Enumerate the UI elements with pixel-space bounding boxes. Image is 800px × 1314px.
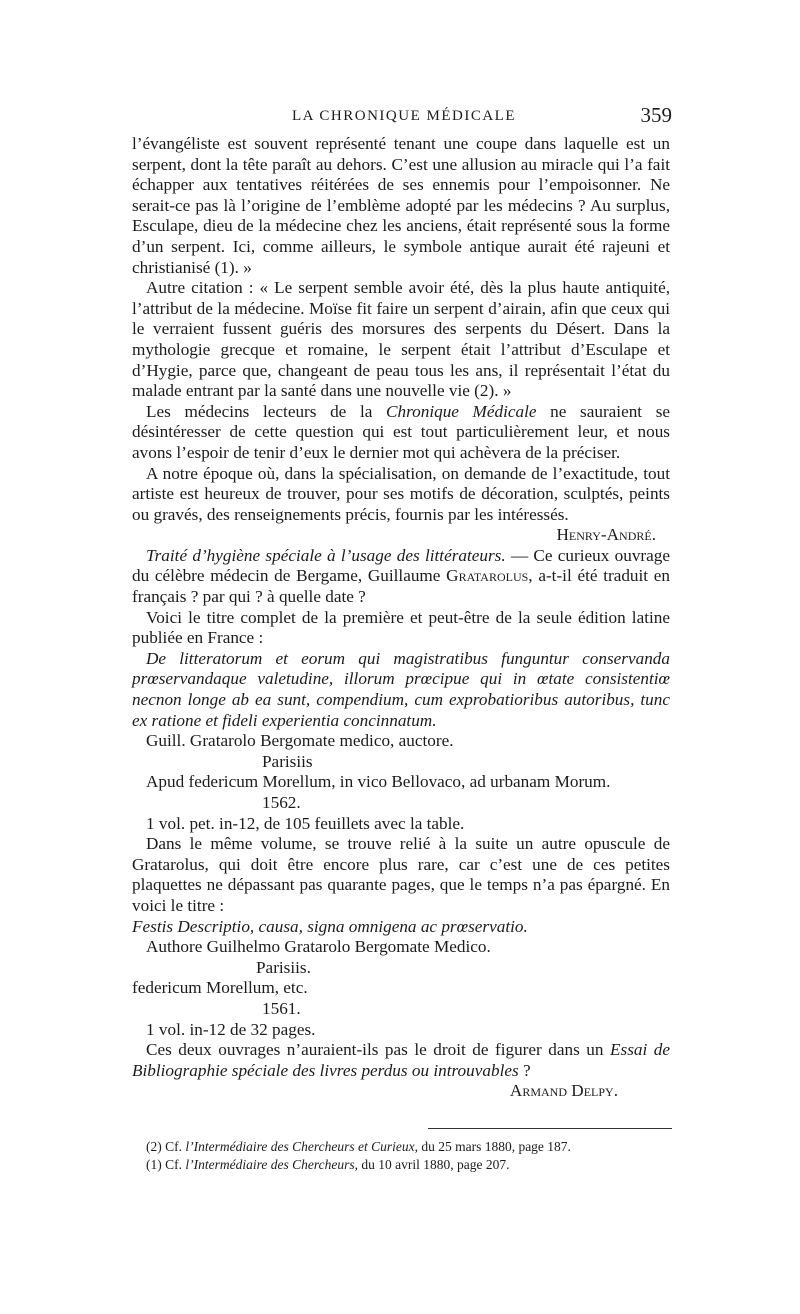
paragraph-readers xyxy=(132,402,670,464)
colophon2-city: Parisiis. xyxy=(256,957,311,977)
text-run: ? xyxy=(522,1060,531,1080)
footnote-source-italic: l’Intermédiaire des Chercheurs xyxy=(185,1157,355,1172)
text-run: , du 25 mars 1880, page 187. xyxy=(414,1139,571,1154)
text-run: ne sauraient se désintéresser de cette question qui est tout particulièrement leur, et nous avons l’espoir de tenir d’eux le dernier mot qui achèvera de la préciser. xyxy=(132,401,671,462)
text-run: (1) Cf. xyxy=(146,1157,182,1172)
text-run: , a-t-il été traduit en français ? par qui ? à quelle date ? xyxy=(132,566,671,607)
colophon2-author: Authore Guilhelmo Gratarolo Bergomate Medico. xyxy=(146,937,491,957)
text-run: , du 10 avril 1880, page 207. xyxy=(354,1157,510,1172)
footnotes xyxy=(146,1138,666,1174)
footnote-2 xyxy=(146,1138,666,1156)
text-run: (2) Cf. xyxy=(146,1139,182,1154)
colophon2-publisher: federicum Morellum, etc. xyxy=(132,978,308,998)
author-name-smallcaps: Gratarolus xyxy=(446,566,529,586)
page-number: 359 xyxy=(640,103,672,127)
paragraph-titre-complet: Voici le titre complet de la première et peut-être de la seule édition latine publiée en France : xyxy=(132,607,670,648)
paragraph-meme-volume: Dans le même volume, se trouve relié à la suite un autre opuscule de Gratarolus, qui doit être encore plus rare, car c’est une de ces petites plaquettes ne dépassant pas quarante pages, que le temps n’a pas épargné. En voici le titre : xyxy=(132,834,670,915)
colophon-author: Guill. Gratarolo Bergomate medico, auctore. xyxy=(146,731,454,751)
text-run: Ces deux ouvrages n’auraient-ils pas le droit de figurer dans un xyxy=(146,1040,604,1060)
essay-title-italic: Essai de Bibliographie spéciale des livres perdus ou introuvables xyxy=(132,1040,671,1080)
colophon2-volume: 1 vol. in-12 de 32 pages. xyxy=(146,1019,316,1039)
journal-title: LA CHRONIQUE MÉDICALE xyxy=(292,108,516,124)
colophon-city: Parisiis xyxy=(262,751,313,771)
article-title-italic: Traité d’hygiène spéciale à l’usage des littérateurs. xyxy=(146,545,506,565)
colophon-publisher: Apud federicum Morellum, in vico Bellovaco, ad urbanam Morum. xyxy=(146,772,611,792)
text-run: — Ce curieux ouvrage du célèbre médecin de Bergame, Guillaume xyxy=(132,545,670,586)
signature-henry-andre: Henry-André. xyxy=(556,525,656,545)
paragraph-epoch: A notre époque où, dans la spécialisation, on demande de l’exactitude, tout artiste est heureux de trouver, pour ses motifs de décoration, sculptés, peints ou gravés, des renseignements précis, fournis par les intéressés. xyxy=(132,463,670,524)
paragraph-traite xyxy=(132,546,670,608)
paragraph-question xyxy=(132,1040,670,1081)
journal-name-italic: Chronique Médicale xyxy=(386,401,537,421)
latin-title-2: Festis Descriptio, causa, signa omnigena ac prœservatio. xyxy=(132,916,528,936)
colophon2-year: 1561. xyxy=(262,998,301,1018)
footnote-source-italic: l’Intermédiaire des Chercheurs et Curieux xyxy=(185,1139,415,1154)
page-body xyxy=(132,134,670,1102)
text-run: Les médecins lecteurs de la xyxy=(146,401,373,421)
running-header xyxy=(132,98,672,134)
paragraph-continuation: l’évangéliste est souvent représenté tenant une coupe dans laquelle est un serpent, dont la tête paraît au dehors. C’est une allusion au miracle qui l’a fait échapper aux tentatives réitérées de ses ennemis pour l’empoisonner. Ne serait-ce pas là l’origine de l’emblème adopté par les médecins ? Au surplus, Esculape, dieu de la médecine chez les anciens, était représenté sous la forme d’un serpent. Ici, comme ailleurs, le symbole antique aurait été rajeuni et christianisé (1). » xyxy=(132,134,670,277)
paragraph-citation: Autre citation : « Le serpent semble avoir été, dès la plus haute antiquité, l’attribut de la médecine. Moïse fit faire un serpent d’airain, afin que ceux qui le verraient fussent guéris des morsures des serpents du Désert. Dans la mythologie grecque et romaine, le serpent était l’attribut d’Esculape et d’Hygie, parce que, changeant de peau tous les ans, il représentait l’état du malade entrant par la santé dans une nouvelle vie (2). » xyxy=(132,278,670,401)
colophon-volume: 1 vol. pet. in-12, de 105 feuillets avec la table. xyxy=(146,813,465,833)
footnote-1 xyxy=(146,1156,666,1174)
colophon-year: 1562. xyxy=(262,793,301,812)
signature-armand-delpy: Armand Delpy. xyxy=(509,1081,618,1101)
latin-title: De litteratorum et eorum qui magistratibus funguntur conservanda prœservandaque valetudine, illorum prœcipue qui in œtate consistentiœ necnon longe ab ea sunt, compendium, cum exprobatioribus autoribus, tunc ex ratione et fideli experientia concinnatum. xyxy=(132,648,670,730)
footnote-rule xyxy=(428,1128,672,1129)
